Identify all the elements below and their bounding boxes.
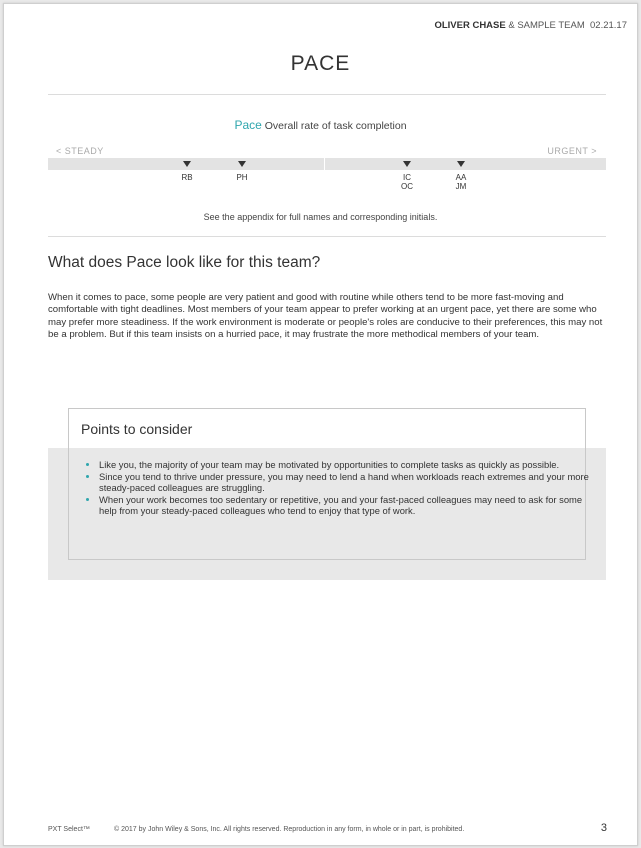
marker-triangle-icon [457,161,465,167]
marker-initials: PH [236,173,248,182]
page-title: PACE [290,52,351,75]
scale-caption [4,118,637,132]
scale-marker [230,161,254,182]
marker-triangle-icon [238,161,246,167]
scale-marker [395,161,419,191]
report-header [434,20,627,31]
footer-copyright: © 2017 by John Wiley & Sons, Inc. All rights reserved. Reproduction in any form, in whole or in part, is prohibited. [114,826,465,833]
list-item: • Like you, the majority of your team may be motivated by opportunities to complete tasks as quickly as possible. [99,459,589,471]
points-title: Points to consider [81,421,193,437]
appendix-note: See the appendix for full names and corresponding initials. [203,212,438,222]
divider [48,94,606,95]
list-item: • When your work becomes too sedentary or repetitive, you and your fast-paced colleagues may need to ask for some help from your steady-paced colleagues who tend to enjoy that type of work. [99,494,589,517]
scale-right-end: URGENT > [547,146,597,156]
list-item: • Since you tend to thrive under pressure, you may need to lend a hand when workloads reach extremes and your more steady-paced colleagues are struggling. [99,471,589,494]
section-body: When it comes to pace, some people are very patient and good with routine while others tend to be more fast-moving and comfortable with tight deadlines. Most members of your team appear to prefer working at an urgent pace, yet there are some who may prefer more steadiness. If the work environment is moderate or people's roles are conducive to their preferences, this may not be a problem. But if this team insists on a hurried pace, it may frustrate the more methodical members of your team. [48,292,603,340]
marker-initials: AA JM [455,173,467,191]
scale-description: Overall rate of task completion [264,120,407,132]
section-heading: What does Pace look like for this team? [48,254,321,271]
header-name: OLIVER CHASE [434,20,506,31]
points-header [69,409,585,448]
scale-marker [175,161,199,182]
points-list [83,459,589,517]
scale-label: Pace [234,118,262,132]
divider [48,236,606,237]
marker-initials: IC OC [401,173,413,191]
footer-product: PXT Select™ [48,826,90,833]
page-number: 3 [600,822,607,834]
marker-triangle-icon [183,161,191,167]
pace-scale-bar [48,158,606,170]
header-team: & SAMPLE TEAM [505,20,585,31]
scale-marker [449,161,473,191]
marker-triangle-icon [403,161,411,167]
marker-initials: RB [181,173,193,182]
report-page [3,3,638,846]
scale-midpoint [324,158,325,170]
points-to-consider-box [68,408,589,560]
scale-left-end: < STEADY [56,146,104,156]
header-date: 02.21.17 [590,20,627,31]
